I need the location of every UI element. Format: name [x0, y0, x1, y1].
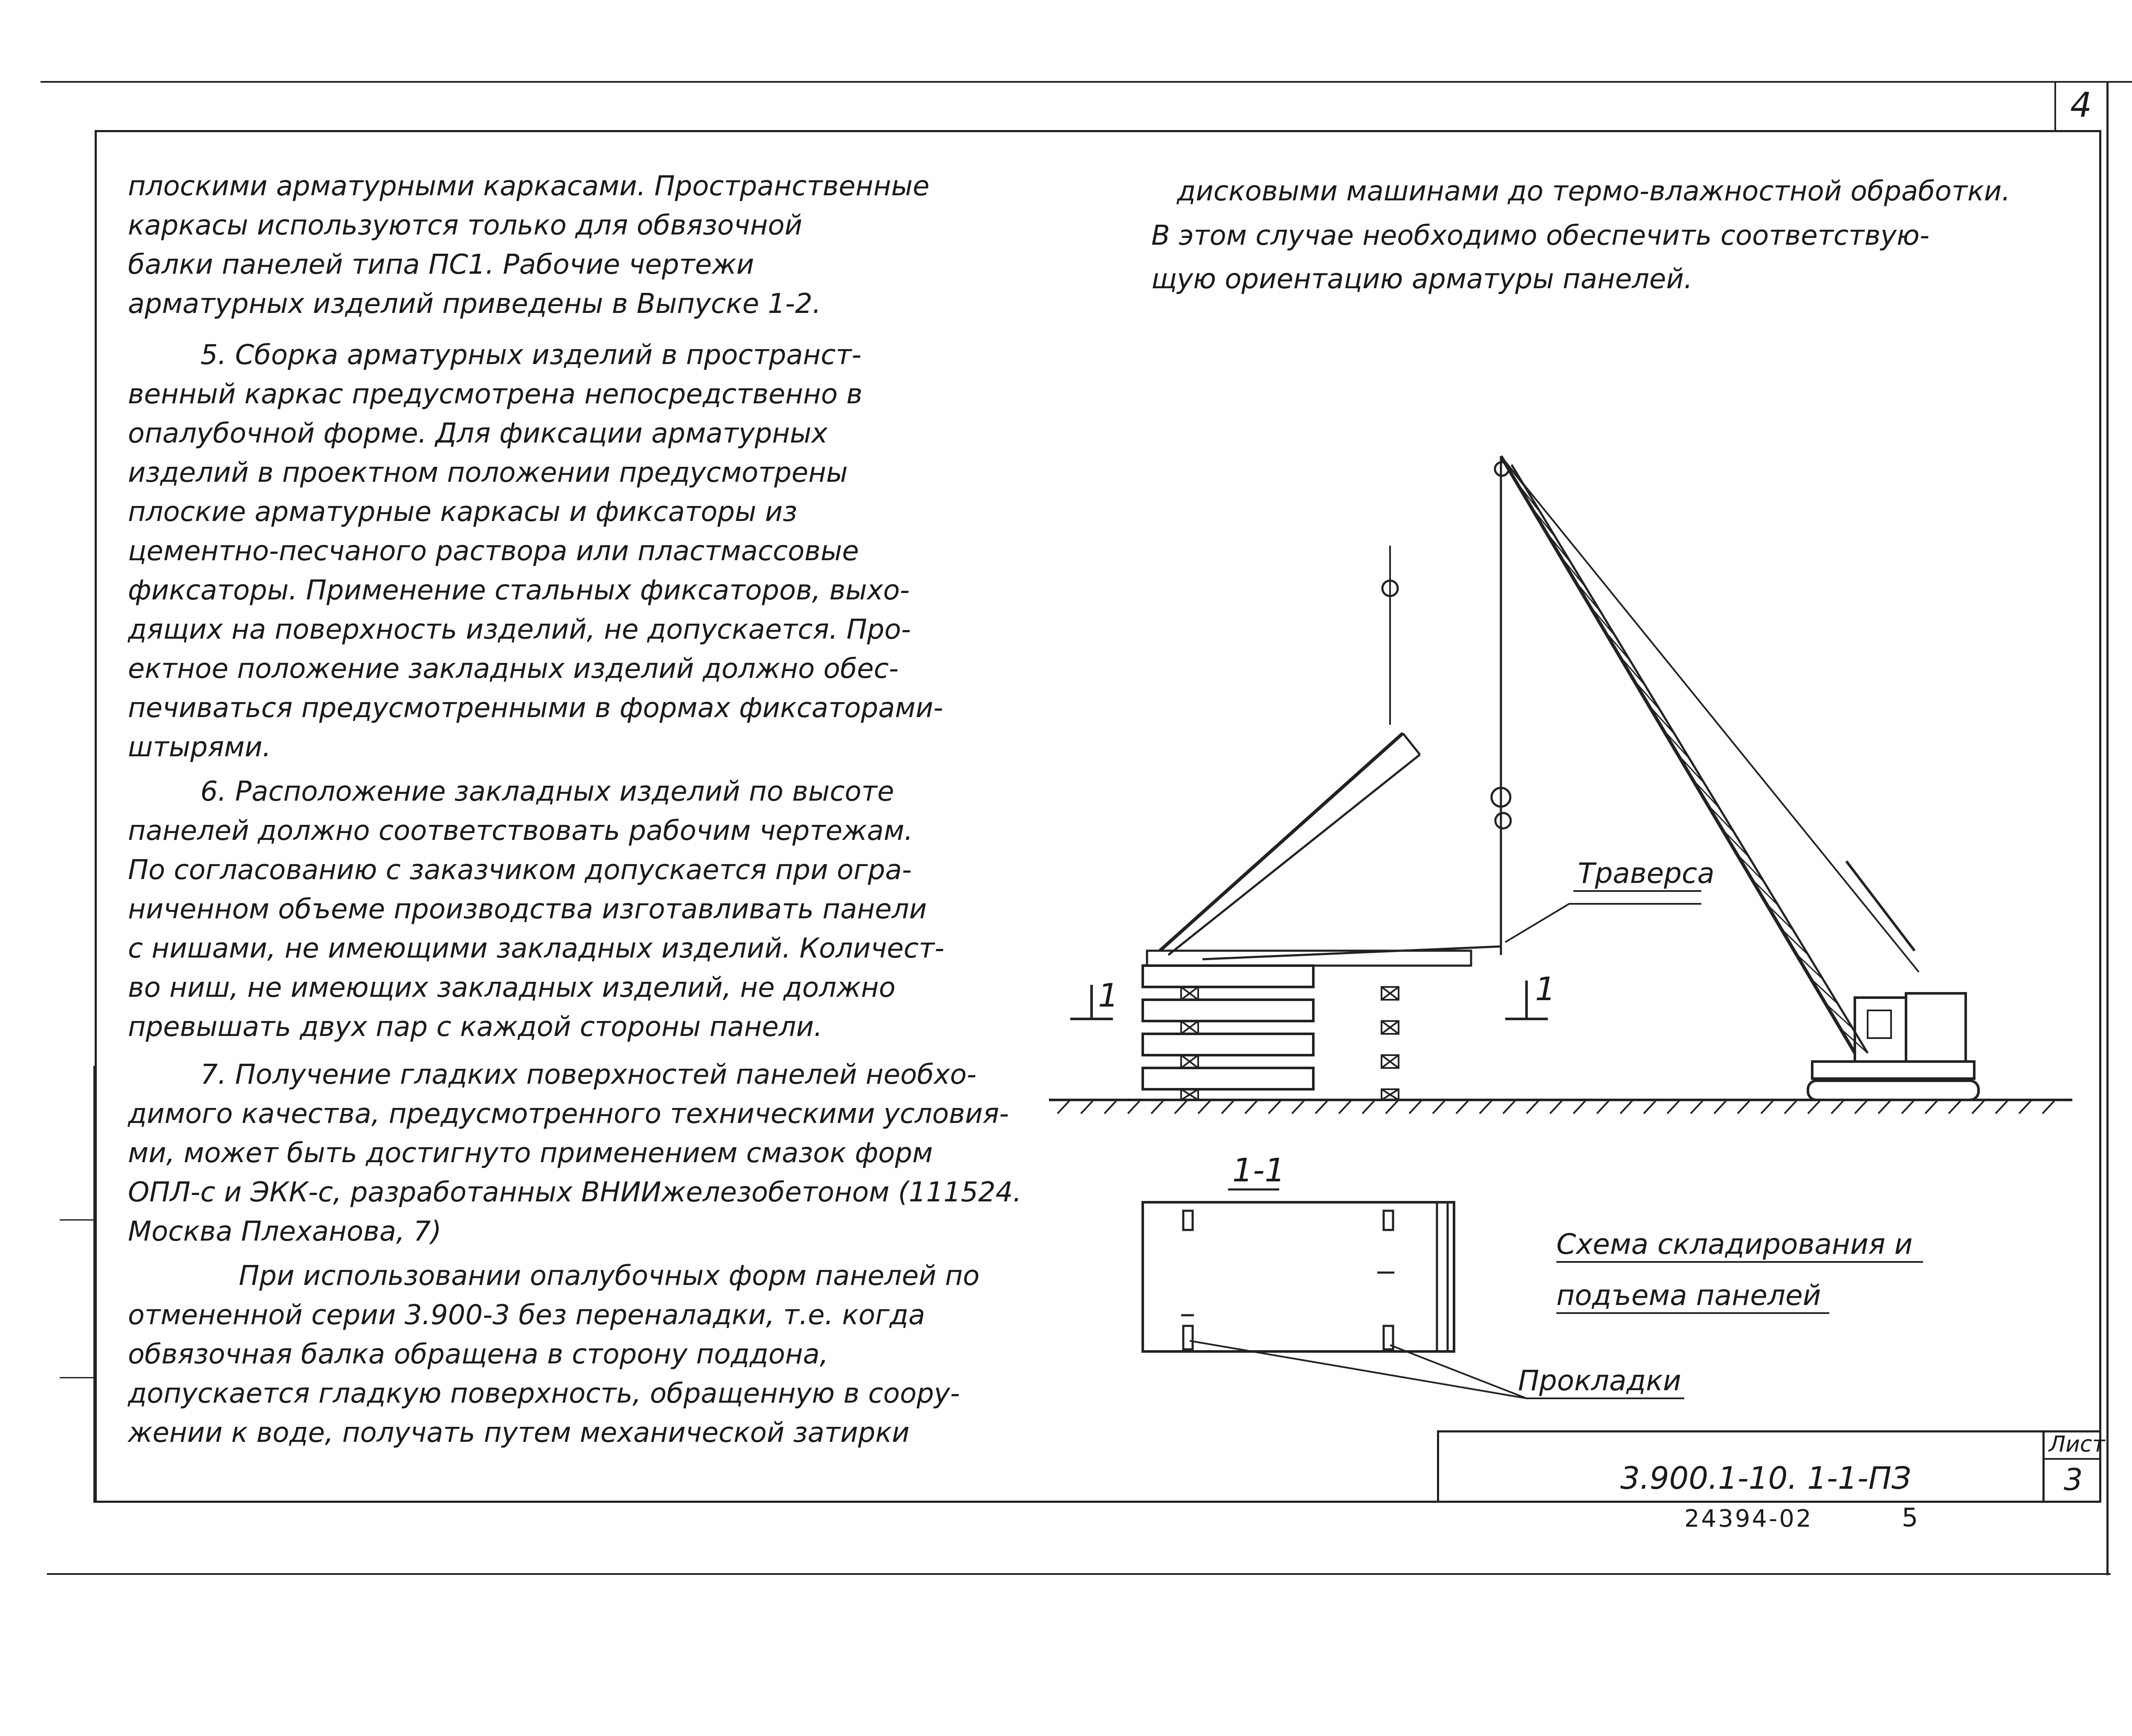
crane — [1492, 456, 1978, 1100]
text-line: По согласованию с заказчиком допускается при огра- — [128, 854, 912, 886]
text-line: щую ориентацию арматуры панелей. — [1151, 263, 1693, 295]
panel — [1143, 966, 1313, 987]
hatch-mark — [1972, 1101, 1984, 1114]
hatch-mark — [1784, 1101, 1796, 1114]
section-mark-left-label: 1 — [1098, 976, 1119, 1014]
hatch-mark — [1902, 1101, 1914, 1114]
lifting-sling — [1202, 946, 1501, 959]
text-line: допускается гладкую поверхность, обращенную в соору- — [128, 1378, 960, 1409]
text-line: ектное положение закладных изделий должно обес- — [128, 653, 899, 685]
pads-label: Прокладки — [1518, 1364, 1681, 1397]
crane-cable — [1501, 456, 1919, 972]
text-line: плоские арматурные каркасы и фиксаторы из — [128, 496, 797, 528]
hatch-mark — [1362, 1101, 1374, 1114]
hatch-mark — [1433, 1101, 1445, 1114]
section-plan-outline — [1143, 1202, 1454, 1351]
section-title: 1-1 — [1232, 1151, 1286, 1189]
hatch-mark — [1527, 1101, 1538, 1114]
hatch-mark — [1057, 1101, 1069, 1114]
text-line: жении к воде, получать путем механической затирки — [128, 1417, 910, 1449]
hatch-mark — [1409, 1101, 1421, 1114]
hatch-mark — [1222, 1101, 1234, 1114]
document-designation: 3.900.1-10. 1-1-ПЗ — [1620, 1460, 1912, 1496]
title-block-divider — [2042, 1458, 2101, 1460]
hatch-mark — [1597, 1101, 1609, 1114]
text-line: 6. Расположение закладных изделий по высоте — [200, 776, 894, 807]
text-line: опалубочной форме. Для фиксации арматурных — [128, 418, 828, 449]
text-line: венный каркас предусмотрена непосредственно в — [128, 379, 863, 410]
hatch-mark — [1339, 1101, 1351, 1114]
hatch-mark — [1175, 1101, 1187, 1114]
hatch-mark — [1128, 1101, 1140, 1114]
scheme-caption-line2: подъема панелей — [1556, 1279, 1821, 1312]
hatch-mark — [1386, 1101, 1398, 1114]
text-line: дисковыми машинами до термо-влажностной обработки. — [1177, 176, 2010, 207]
text-line: во ниш, не имеющих закладных изделий, не должно — [128, 972, 896, 1004]
lattice-strut — [1590, 605, 1616, 637]
hatch-mark — [1925, 1101, 1937, 1114]
hatch-mark — [1996, 1101, 2007, 1114]
spacer-pads — [1181, 987, 1399, 1100]
panel — [1143, 1034, 1313, 1055]
hatch-mark — [1198, 1101, 1210, 1114]
panel — [1143, 1068, 1313, 1089]
hatch-mark — [1761, 1101, 1773, 1114]
text-line: каркасы используются только для обвязочной — [128, 210, 802, 241]
lattice-strut — [1575, 581, 1601, 612]
panel-stack — [1143, 546, 1501, 1100]
text-line: ОПЛ-с и ЭКК-с, разработанных ВНИИжелезобетоном (111524. — [128, 1177, 1022, 1208]
hatch-mark — [1831, 1101, 1843, 1114]
tilted-panel-edge — [1160, 733, 1403, 951]
hatch-mark — [1573, 1101, 1585, 1114]
hatch-mark — [1878, 1101, 1890, 1114]
text-line: отмененной серии 3.900-3 без переналадки, т.е. когда — [128, 1299, 925, 1331]
hatch-mark — [1738, 1101, 1750, 1114]
text-line: цементно-песчаного раствора или пластмассовые — [128, 535, 859, 567]
text-line: превышать двух пар с каждой стороны панели. — [128, 1011, 823, 1043]
hatch-mark — [1503, 1101, 1515, 1114]
boom-pendant — [1846, 861, 1915, 951]
hatch-mark — [2019, 1101, 2031, 1114]
hatch-mark — [1292, 1101, 1304, 1114]
text-line: При использовании опалубочных форм панелей по — [239, 1260, 980, 1292]
crane-cab-window — [1868, 1010, 1891, 1038]
corner-sheet-number: 4 — [2070, 85, 2092, 125]
text-line: В этом случае необходимо обеспечить соответствую- — [1151, 220, 1929, 252]
crane-base — [1812, 1062, 1974, 1079]
lattice-strut — [1530, 506, 1556, 538]
lattice-strut — [1560, 556, 1586, 587]
hatch-mark — [1315, 1101, 1327, 1114]
text-line: ниченном объеме производства изготавливать панели — [128, 894, 927, 925]
hatch-mark — [1081, 1101, 1093, 1114]
sheet-label: Лист — [2049, 1432, 2105, 1457]
hatch-mark — [1949, 1101, 1961, 1114]
text-line: обвязочная балка обращена в сторону поддона, — [128, 1339, 828, 1370]
hatch-mark — [1714, 1101, 1726, 1114]
hatch-mark — [1269, 1101, 1280, 1114]
crane-tracks — [1808, 1081, 1978, 1100]
text-line: штырями. — [128, 732, 271, 763]
crane-hook — [1495, 813, 1511, 828]
lattice-strut — [1516, 481, 1541, 514]
section-mark-right-label: 1 — [1535, 970, 1556, 1008]
text-line: печиваться предусмотренными в формах фиксаторами- — [128, 692, 943, 724]
text-line: изделий в проектном положении предусмотрены — [128, 457, 848, 489]
hatch-mark — [1691, 1101, 1703, 1114]
tilted-panel-edge — [1168, 755, 1420, 955]
hatch-mark — [1550, 1101, 1562, 1114]
lattice-strut — [1604, 630, 1630, 661]
tilted-panel-edge — [1403, 733, 1420, 755]
crane-cab — [1855, 998, 1906, 1062]
sheet-number: 3 — [2064, 1462, 2083, 1497]
text-line: 5. Сборка арматурных изделий в пространст- — [200, 339, 862, 371]
scheme-caption-line1: Схема складирования и — [1556, 1228, 1913, 1261]
page-number: 5 — [1902, 1503, 1918, 1533]
ground-hatching — [1057, 1101, 2054, 1114]
text-line: арматурных изделий приведены в Выпуске 1-2. — [128, 288, 821, 320]
text-line: балки панелей типа ПС1. Рабочие чертежи — [128, 249, 754, 281]
hatch-mark — [1151, 1101, 1163, 1114]
text-line: димого качества, предусмотренного техническими условия- — [128, 1098, 1009, 1130]
traverse-label: Траверса — [1578, 857, 1715, 890]
top-panel — [1147, 951, 1471, 966]
hatch-mark — [1456, 1101, 1468, 1114]
text-line: плоскими арматурными каркасами. Пространственные — [128, 171, 930, 202]
hatch-mark — [1104, 1101, 1116, 1114]
lattice-strut — [1619, 655, 1645, 686]
text-line: 7. Получение гладких поверхностей панелей необхо- — [200, 1059, 977, 1091]
panel — [1143, 1000, 1313, 1021]
section-pads — [1181, 1211, 1394, 1349]
lattice-strut — [1545, 531, 1571, 563]
hatch-mark — [1667, 1101, 1679, 1114]
title-block-divider — [2042, 1430, 2045, 1503]
hatch-mark — [1855, 1101, 1867, 1114]
crane-house — [1906, 993, 1966, 1062]
inventory-number: 24394-02 — [1684, 1505, 1813, 1533]
text-line: панелей должно соответствовать рабочим чертежам. — [128, 815, 913, 847]
text-line: с нишами, не имеющими закладных изделий. Количест- — [128, 933, 944, 964]
text-line: дящих на поверхность изделий, не допускается. Про- — [128, 614, 911, 645]
hatch-mark — [1620, 1101, 1632, 1114]
hatch-mark — [1245, 1101, 1257, 1114]
text-line: Москва Плеханова, 7) — [128, 1216, 442, 1247]
hatch-mark — [1480, 1101, 1492, 1114]
text-line: ми, может быть достигнуто применением смазок форм — [128, 1137, 933, 1169]
hatch-mark — [1808, 1101, 1820, 1114]
hatch-mark — [1644, 1101, 1656, 1114]
hatch-mark — [2042, 1101, 2054, 1114]
traverse-leader — [1505, 904, 1701, 942]
text-line: фиксаторы. Применение стальных фиксаторов, выхо- — [128, 575, 910, 606]
